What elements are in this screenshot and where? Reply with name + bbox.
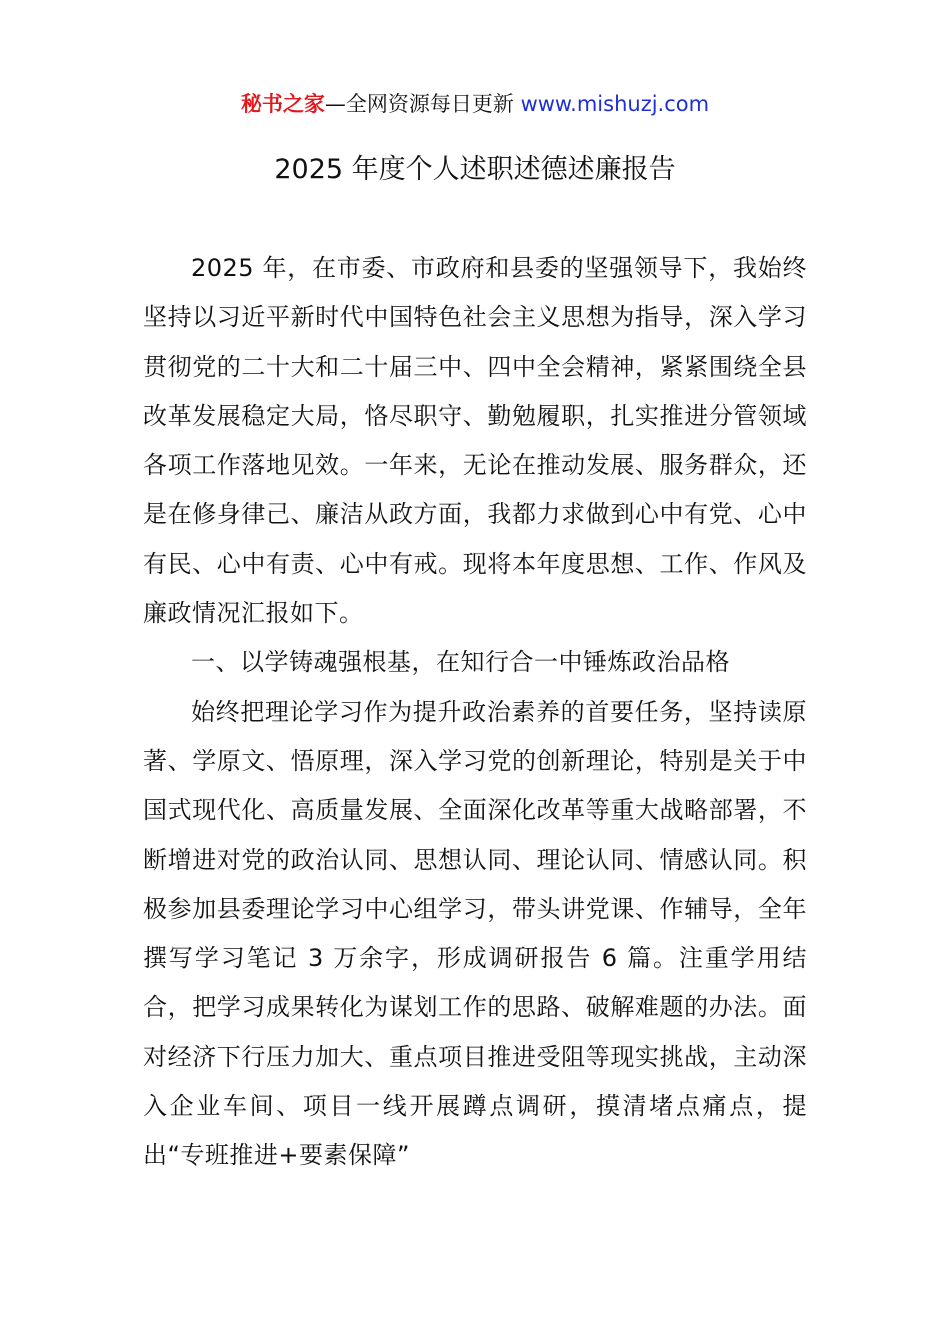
document-title: 2025 年度个人述职述德述廉报告 xyxy=(274,154,676,185)
site-url-link[interactable]: www.mishuzj.com xyxy=(520,92,710,116)
header-tagline: —全网资源每日更新 xyxy=(324,92,521,116)
section-heading-1: 一、以学铸魂强根基，在知行合一中锤炼政治品格 xyxy=(191,648,730,677)
brand-name: 秘书之家 xyxy=(240,92,325,116)
site-header xyxy=(0,88,950,120)
section-1-paragraph: 始终把理论学习作为提升政治素养的首要任务，坚持读原著、学原文、悟原理，深入学习党的创新理论，特别是关于中国式现代化、高质量发展、全面深化改革等重大战略部署，不断增进对党的政治认同、思想认同、理论认同、情感认同。积极参加县委理论学习中心组学习，带头讲党课、作辅导，全年撰写学习笔记 3 万余字，形成调研报告 6 篇。注重学用结合，把学习成果转化为谋划工作的思路、破解难题的办法。面对经济下行压力加大、重点项目推进受阻等现实挑战，主动深入企业车间、项目一线开展蹲点调研，摸清堵点痛点，提出“专班推进+要素保障” xyxy=(143,697,807,1170)
document-body xyxy=(143,244,807,1181)
intro-paragraph: 2025 年，在市委、市政府和县委的坚强领导下，我始终坚持以习近平新时代中国特色社会主义思想为指导，深入学习贯彻党的二十大和二十届三中、四中全会精神，紧紧围绕全县改革发展稳定大局，恪尽职守、勤勉履职，扎实推进分管领域各项工作落地见效。一年来，无论在推动发展、服务群众，还是在修身律己、廉洁从政方面，我都力求做到心中有党、心中有民、心中有责、心中有戒。现将本年度思想、工作、作风及廉政情况汇报如下。 xyxy=(143,254,807,628)
